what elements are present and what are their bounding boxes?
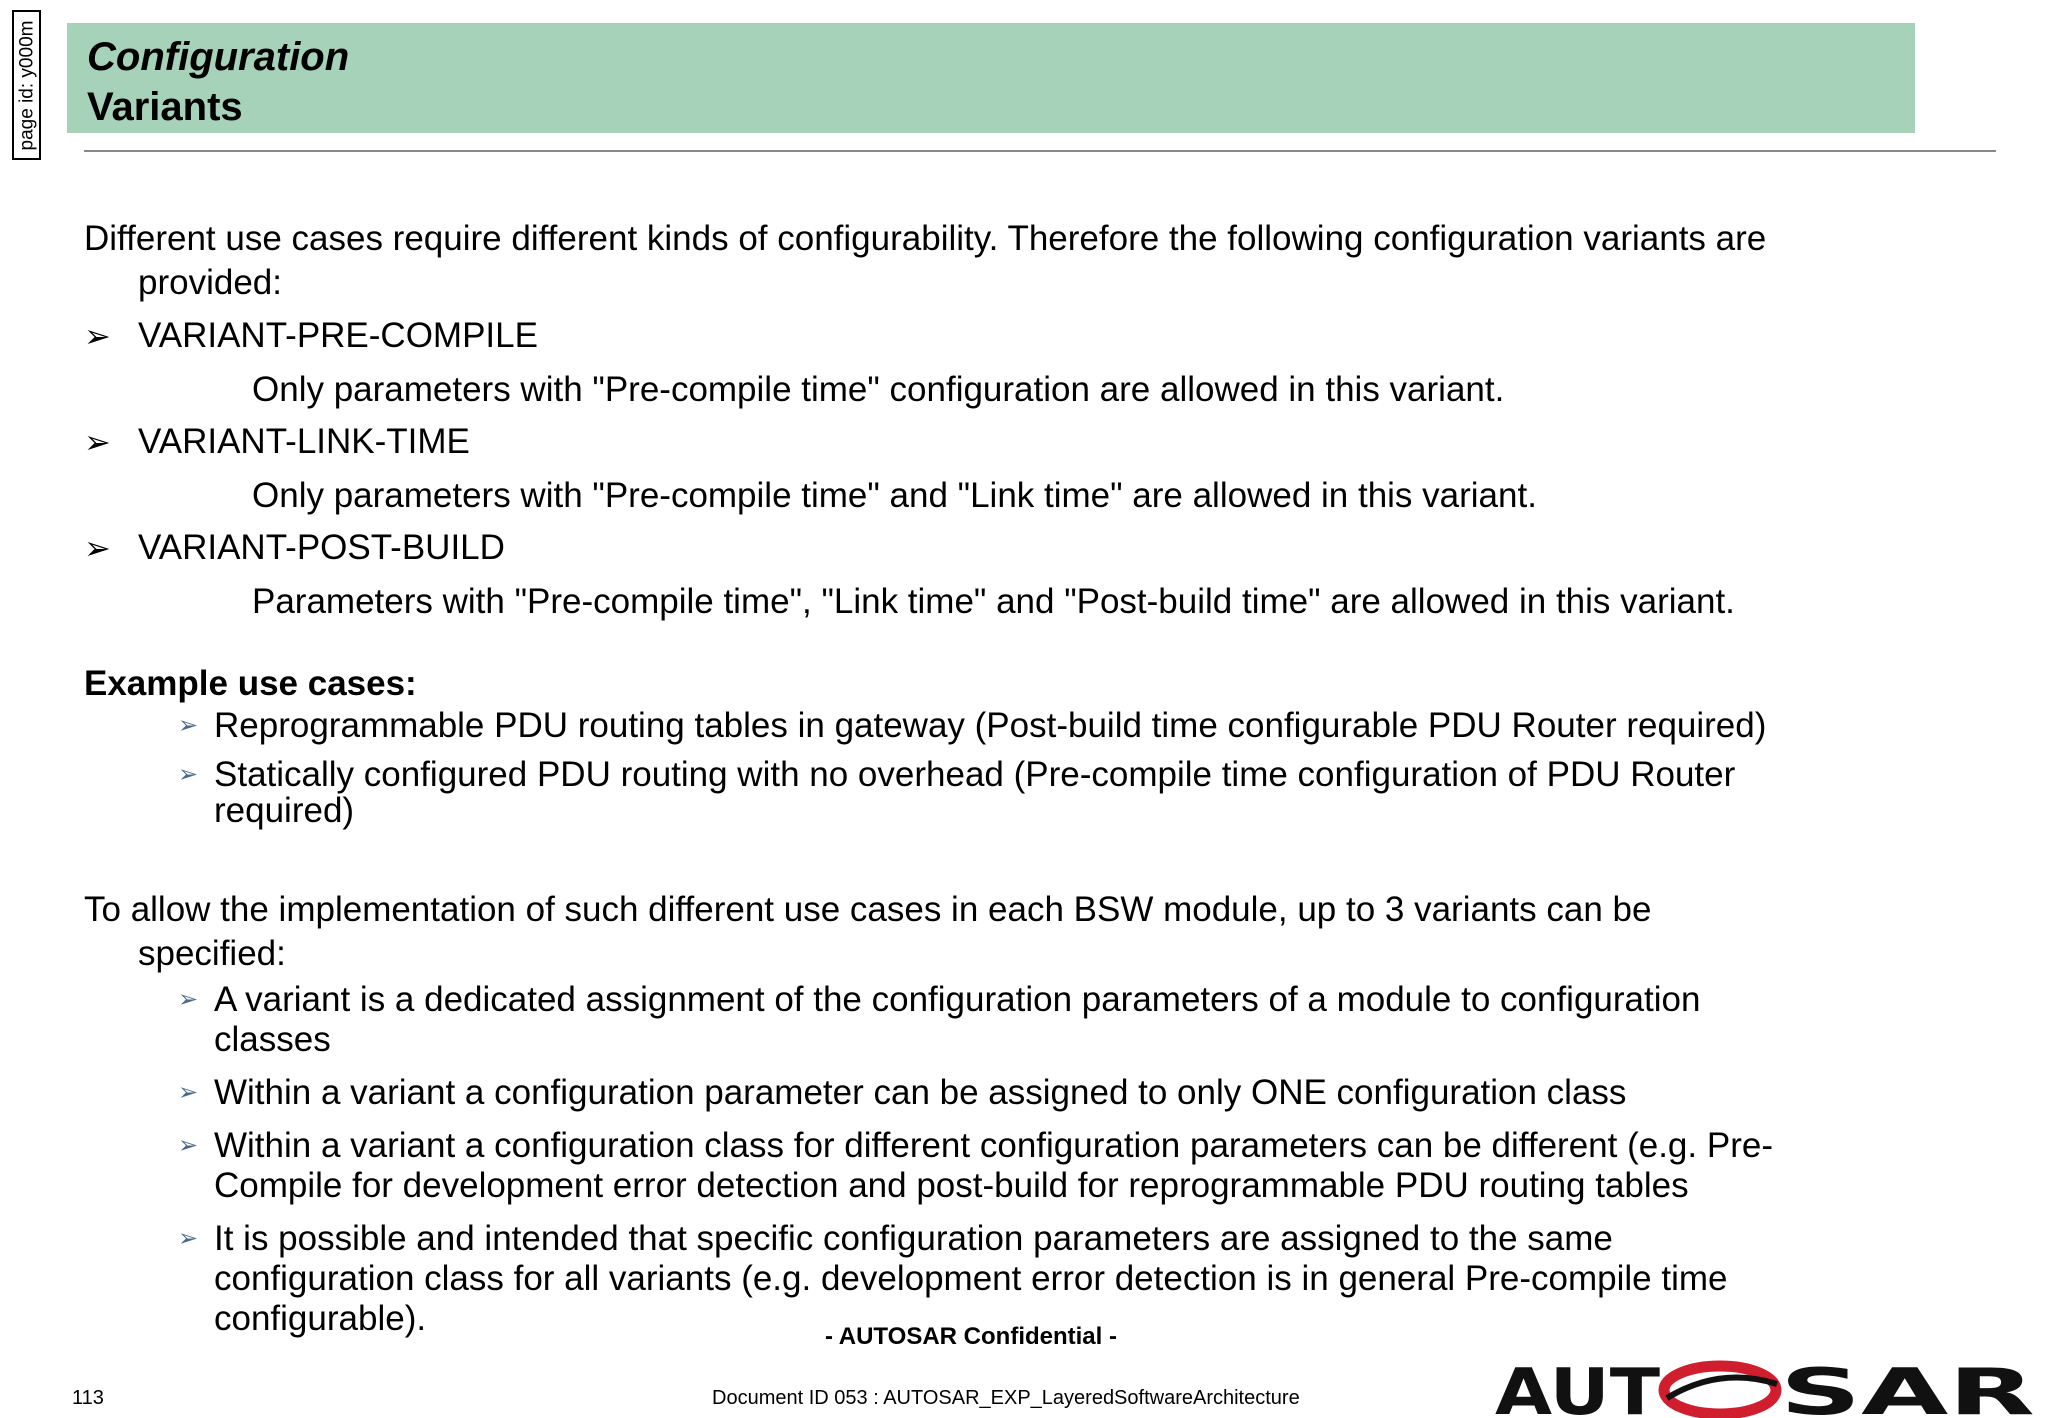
bsw-item-line: configuration class for all variants (e.g. development error detection is in general Pre-compile time	[214, 1259, 1728, 1298]
intro-line1: Different use cases require different kinds of configurability. Therefore the following configuration variants are	[84, 219, 1767, 258]
example-line: required)	[214, 791, 355, 830]
variant-name: VARIANT-LINK-TIME	[138, 422, 470, 461]
bsw-item-line: Within a variant a configuration parameter can be assigned to only ONE configuration class	[214, 1073, 1627, 1112]
bsw-item-line: Compile for development error detection and post-build for reprogrammable PDU routing tables	[214, 1166, 1689, 1205]
small-arrow-bullet-icon: ➢	[178, 1132, 199, 1159]
small-arrow-bullet-icon: ➢	[178, 761, 199, 788]
bsw-item-line: configurable).	[214, 1299, 427, 1338]
bsw-line1: To allow the implementation of such different use cases in each BSW module, up to 3 variants can be	[84, 890, 1652, 929]
page-id-text: page id: y000m	[16, 20, 38, 150]
svg-text:AUT: AUT	[1495, 1358, 1661, 1418]
page-number: 113	[72, 1387, 104, 1409]
bsw-item-line: classes	[214, 1020, 331, 1059]
title-bar	[67, 23, 1915, 133]
arrow-bullet-icon: ➢	[84, 424, 111, 460]
intro-line2: provided:	[138, 263, 282, 302]
title-divider	[84, 150, 1996, 152]
example-line: Statically configured PDU routing with no overhead (Pre-compile time configuration of PDU Router	[214, 755, 1736, 794]
variant-description: Parameters with "Pre-compile time", "Link time" and "Post-build time" are allowed in this variant.	[252, 582, 1735, 621]
small-arrow-bullet-icon: ➢	[178, 712, 199, 739]
variant-name: VARIANT-POST-BUILD	[138, 528, 505, 567]
arrow-bullet-icon: ➢	[84, 530, 111, 566]
confidential-label: - AUTOSAR Confidential -	[825, 1323, 1117, 1350]
document-id: Document ID 053 : AUTOSAR_EXP_LayeredSoftwareArchitecture	[712, 1387, 1300, 1409]
variant-description: Only parameters with "Pre-compile time" and "Link time" are allowed in this variant.	[252, 476, 1537, 515]
variant-name: VARIANT-PRE-COMPILE	[138, 316, 538, 355]
bsw-line2: specified:	[138, 934, 286, 973]
arrow-bullet-icon: ➢	[84, 318, 111, 354]
variant-description: Only parameters with "Pre-compile time" configuration are allowed in this variant.	[252, 370, 1505, 409]
small-arrow-bullet-icon: ➢	[178, 1225, 199, 1252]
examples-heading: Example use cases:	[84, 664, 417, 703]
small-arrow-bullet-icon: ➢	[178, 986, 199, 1013]
small-arrow-bullet-icon: ➢	[178, 1079, 199, 1106]
bsw-item-line: A variant is a dedicated assignment of the configuration parameters of a module to configuration	[214, 980, 1701, 1019]
bsw-item-line: It is possible and intended that specific configuration parameters are assigned to the same	[214, 1219, 1613, 1258]
autosar-logo	[1495, 1358, 2040, 1418]
page-id-label	[12, 10, 41, 160]
bsw-item-line: Within a variant a configuration class for different configuration parameters can be different (e.g. Pre-	[214, 1126, 1773, 1165]
example-line: Reprogrammable PDU routing tables in gateway (Post-build time configurable PDU Router required)	[214, 706, 1767, 745]
page-title-line1: Configuration	[87, 35, 350, 79]
page-title-line2: Variants	[87, 85, 243, 129]
svg-text:SAR: SAR	[1780, 1358, 2035, 1418]
